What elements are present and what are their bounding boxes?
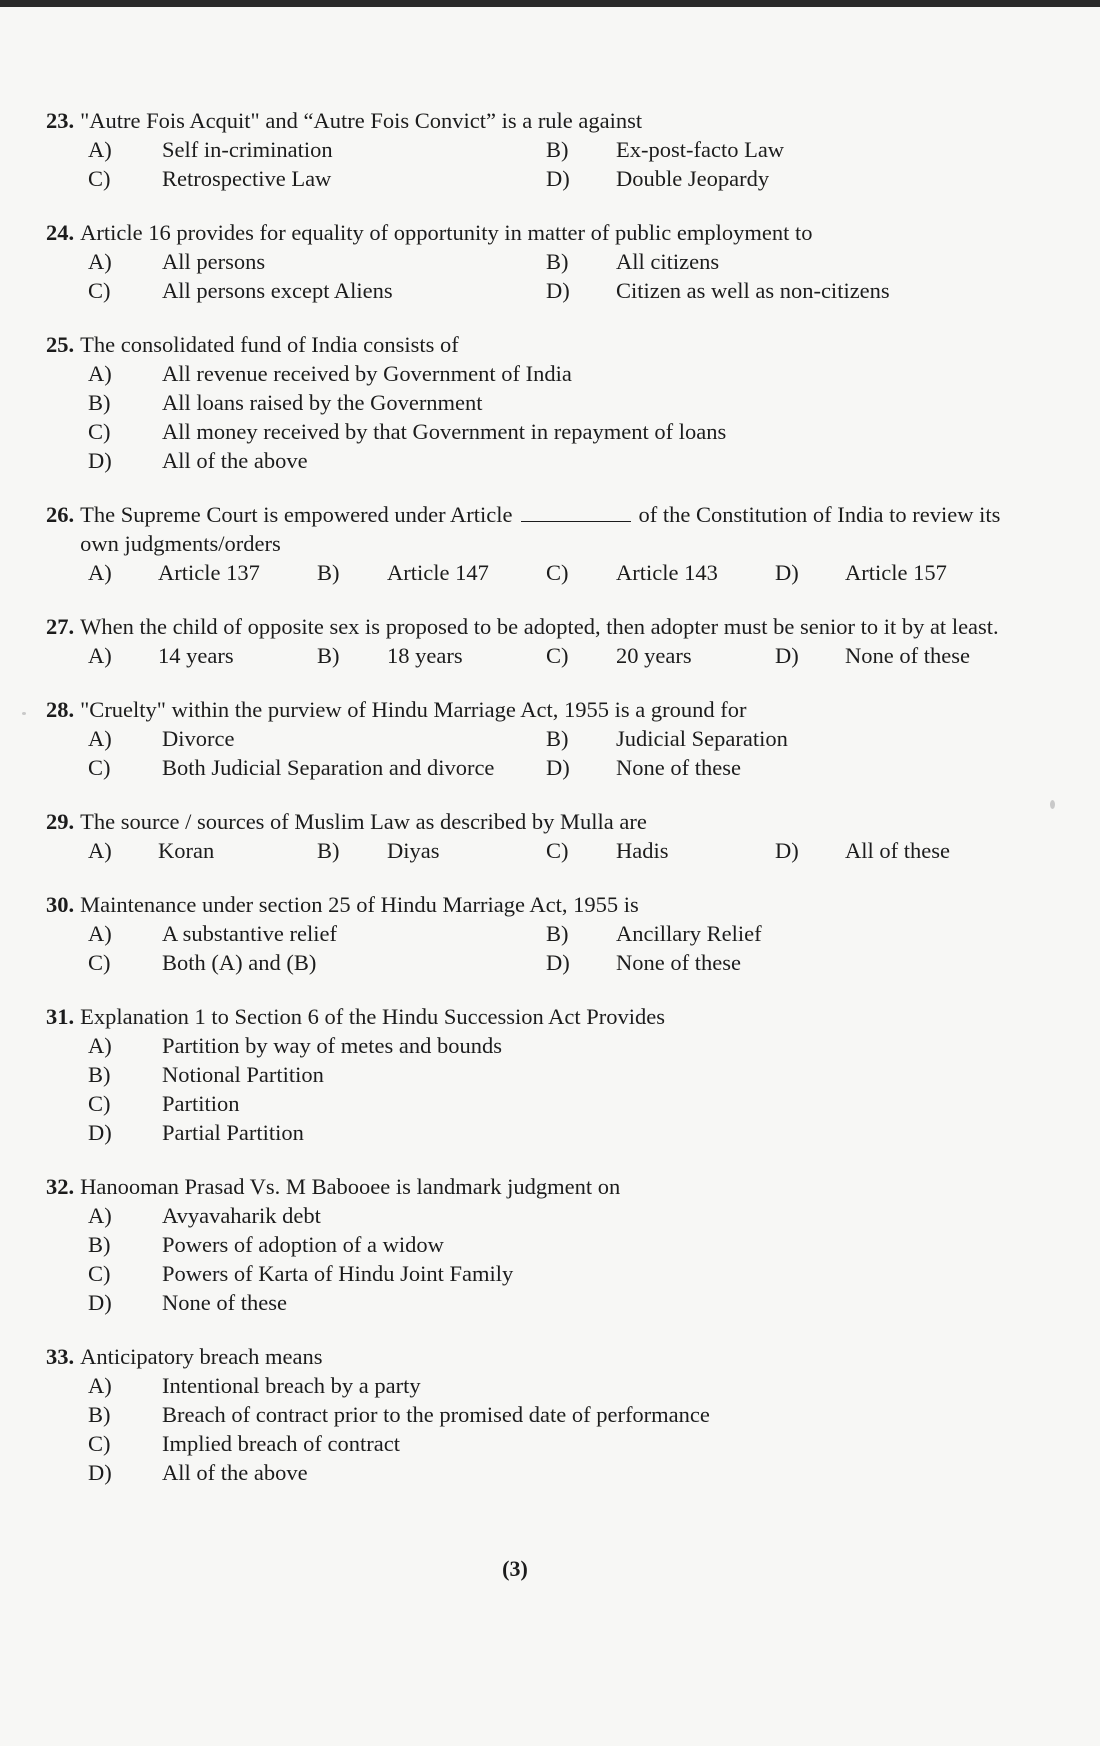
answer-option <box>88 276 546 305</box>
option-text: Powers of adoption of a widow <box>162 1232 444 1257</box>
option-text: Double Jeopardy <box>616 166 770 191</box>
answer-option <box>88 359 572 388</box>
option-row <box>88 1060 1004 1089</box>
answer-options <box>88 247 1004 305</box>
option-letter: C) <box>546 643 569 668</box>
option-text: Avyavaharik debt <box>162 1203 321 1228</box>
option-letter: A) <box>88 1373 112 1398</box>
question-text: When the child of opposite sex is proposed to be adopted, then adopter must be senior to it by at least. <box>80 614 999 639</box>
option-row <box>88 1031 1004 1060</box>
option-text: Article 147 <box>387 560 489 585</box>
option-letter: D) <box>546 166 570 191</box>
question-number: 24. <box>46 220 75 245</box>
option-text: All of the above <box>162 1460 308 1485</box>
answer-option <box>317 558 546 587</box>
option-row <box>88 276 1004 305</box>
answer-options <box>88 558 1004 587</box>
option-row <box>88 135 1004 164</box>
question-26 <box>46 500 1004 587</box>
question-stem <box>46 1342 1004 1371</box>
question-23 <box>46 106 1004 193</box>
option-letter: A) <box>88 643 112 668</box>
answer-option <box>88 1429 400 1458</box>
option-letter: B) <box>88 390 111 415</box>
answer-options <box>88 1031 1004 1147</box>
option-letter: C) <box>88 1431 111 1456</box>
option-letter: B) <box>546 726 569 751</box>
option-letter: A) <box>88 560 112 585</box>
question-stem <box>46 106 1004 135</box>
question-number: 27. <box>46 614 75 639</box>
answer-option <box>317 836 546 865</box>
option-row <box>88 388 1004 417</box>
answer-option <box>88 1400 710 1429</box>
option-text: All of these <box>845 838 950 863</box>
option-text: Diyas <box>387 838 440 863</box>
answer-option <box>546 919 1004 948</box>
option-letter: B) <box>546 137 569 162</box>
question-text: Explanation 1 to Section 6 of the Hindu Succession Act Provides <box>80 1004 666 1029</box>
question-number: 26. <box>46 502 75 527</box>
fill-in-blank <box>521 503 631 522</box>
answer-option <box>546 276 1004 305</box>
option-text: None of these <box>616 755 741 780</box>
page-number: (3) <box>502 1556 528 1581</box>
answer-option <box>88 1031 502 1060</box>
question-stem <box>46 1172 1004 1201</box>
option-text: All citizens <box>616 249 720 274</box>
option-letter: D) <box>775 560 799 585</box>
option-row <box>88 1371 1004 1400</box>
option-text: All persons except Aliens <box>162 278 393 303</box>
option-letter: B) <box>546 249 569 274</box>
option-text: Partition by way of metes and bounds <box>162 1033 502 1058</box>
option-letter: D) <box>546 755 570 780</box>
option-text: Ancillary Relief <box>616 921 762 946</box>
option-letter: D) <box>775 838 799 863</box>
option-text: Partial Partition <box>162 1120 304 1145</box>
option-row <box>88 247 1004 276</box>
option-letter: B) <box>317 560 340 585</box>
question-stem <box>46 807 1004 836</box>
question-27 <box>46 612 1004 670</box>
option-text: Both (A) and (B) <box>162 950 317 975</box>
option-row <box>88 1118 1004 1147</box>
question-text: The source / sources of Muslim Law as described by Mulla are <box>80 809 647 834</box>
answer-options <box>88 135 1004 193</box>
option-letter: A) <box>88 1203 112 1228</box>
option-row <box>88 641 1004 670</box>
option-row <box>88 1259 1004 1288</box>
option-letter: B) <box>88 1232 111 1257</box>
question-number: 30. <box>46 892 75 917</box>
option-text: Breach of contract prior to the promised date of performance <box>162 1402 710 1427</box>
option-letter: D) <box>546 950 570 975</box>
option-row <box>88 948 1004 977</box>
question-stem <box>46 890 1004 919</box>
option-text: Both Judicial Separation and divorce <box>162 755 495 780</box>
option-row <box>88 1400 1004 1429</box>
answer-options <box>88 724 1004 782</box>
option-letter: D) <box>88 1120 112 1145</box>
answer-option <box>546 135 1004 164</box>
option-text: 14 years <box>158 643 234 668</box>
answer-option <box>88 836 317 865</box>
option-text: None of these <box>162 1290 287 1315</box>
option-text: Judicial Separation <box>616 726 788 751</box>
answer-option <box>88 641 317 670</box>
question-text-after-blank: of the Constitution of India to review its own judgments/orders <box>80 502 1001 556</box>
option-text: Divorce <box>162 726 235 751</box>
option-row <box>88 1230 1004 1259</box>
option-row <box>88 164 1004 193</box>
option-letter: C) <box>88 950 111 975</box>
question-text: "Cruelty" within the purview of Hindu Marriage Act, 1955 is a ground for <box>80 697 747 722</box>
question-number: 32. <box>46 1174 75 1199</box>
question-number: 29. <box>46 809 75 834</box>
answer-option <box>775 641 1004 670</box>
option-letter: A) <box>88 137 112 162</box>
answer-option <box>546 836 775 865</box>
answer-option <box>775 836 1004 865</box>
option-text: Koran <box>158 838 215 863</box>
question-text: The consolidated fund of India consists of <box>80 332 459 357</box>
option-row <box>88 558 1004 587</box>
answer-option <box>88 558 317 587</box>
question-text: Hanooman Prasad Vs. M Babooee is landmark judgment on <box>80 1174 621 1199</box>
option-letter: A) <box>88 249 112 274</box>
option-text: Retrospective Law <box>162 166 332 191</box>
option-text: All money received by that Government in repayment of loans <box>162 419 727 444</box>
question-33 <box>46 1342 1004 1487</box>
answer-option <box>546 558 775 587</box>
answer-options <box>88 919 1004 977</box>
answer-option <box>88 388 483 417</box>
option-letter: C) <box>88 419 111 444</box>
option-text: 20 years <box>616 643 692 668</box>
option-text: Notional Partition <box>162 1062 324 1087</box>
option-letter: C) <box>546 560 569 585</box>
option-letter: C) <box>88 166 111 191</box>
answer-option <box>546 164 1004 193</box>
question-text: Maintenance under section 25 of Hindu Marriage Act, 1955 is <box>80 892 639 917</box>
question-29 <box>46 807 1004 865</box>
option-text: Partition <box>162 1091 240 1116</box>
option-text: A substantive relief <box>162 921 337 946</box>
option-letter: A) <box>88 838 112 863</box>
option-letter: B) <box>317 838 340 863</box>
option-row <box>88 919 1004 948</box>
answer-option <box>546 641 775 670</box>
answer-option <box>775 558 1004 587</box>
option-text: Intentional breach by a party <box>162 1373 421 1398</box>
question-30 <box>46 890 1004 977</box>
option-row <box>88 446 1004 475</box>
question-text <box>80 500 1004 558</box>
question-stem <box>46 330 1004 359</box>
option-letter: B) <box>88 1402 111 1427</box>
option-letter: D) <box>88 1460 112 1485</box>
option-text: All persons <box>162 249 266 274</box>
option-text: All loans raised by the Government <box>162 390 483 415</box>
option-row <box>88 836 1004 865</box>
option-row <box>88 1288 1004 1317</box>
question-stem <box>46 1002 1004 1031</box>
question-text: Anticipatory breach means <box>80 1344 323 1369</box>
answer-option <box>88 1458 308 1487</box>
question-text: "Autre Fois Acquit" and “Autre Fois Convict” is a rule against <box>80 108 643 133</box>
answer-option <box>88 1288 287 1317</box>
option-row <box>88 1089 1004 1118</box>
option-row <box>88 724 1004 753</box>
answer-option <box>546 724 1004 753</box>
question-28 <box>46 695 1004 782</box>
answer-options <box>88 641 1004 670</box>
option-letter: A) <box>88 1033 112 1058</box>
option-letter: D) <box>775 643 799 668</box>
question-number: 33. <box>46 1344 75 1369</box>
answer-option <box>88 417 726 446</box>
option-letter: D) <box>546 278 570 303</box>
answer-option <box>88 247 546 276</box>
question-text: Article 16 provides for equality of opportunity in matter of public employment to <box>80 220 813 245</box>
question-number: 25. <box>46 332 75 357</box>
answer-option <box>88 1089 240 1118</box>
answer-option <box>88 446 308 475</box>
question-number: 23. <box>46 108 75 133</box>
answer-option <box>88 948 546 977</box>
question-stem <box>46 500 1004 558</box>
option-text: Powers of Karta of Hindu Joint Family <box>162 1261 514 1286</box>
question-32 <box>46 1172 1004 1317</box>
option-row <box>88 1429 1004 1458</box>
answer-option <box>88 135 546 164</box>
option-text: Implied breach of contract <box>162 1431 401 1456</box>
answer-option <box>546 753 1004 782</box>
option-letter: C) <box>88 1091 111 1116</box>
question-stem <box>46 695 1004 724</box>
option-row <box>88 359 1004 388</box>
answer-option <box>317 641 546 670</box>
answer-option <box>88 1060 324 1089</box>
question-number: 28. <box>46 697 75 722</box>
answer-options <box>88 1201 1004 1317</box>
option-row <box>88 1458 1004 1487</box>
option-letter: A) <box>88 726 112 751</box>
answer-option <box>88 1230 444 1259</box>
option-letter: D) <box>88 448 112 473</box>
option-text: Article 143 <box>616 560 718 585</box>
option-text: All revenue received by Government of India <box>162 361 572 386</box>
option-letter: B) <box>317 643 340 668</box>
answer-option <box>88 753 546 782</box>
option-letter: C) <box>88 755 111 780</box>
answer-options <box>88 359 1004 475</box>
option-row <box>88 753 1004 782</box>
answer-option <box>88 724 546 753</box>
option-letter: C) <box>88 278 111 303</box>
answer-options <box>88 836 1004 865</box>
option-text: All of the above <box>162 448 308 473</box>
option-letter: B) <box>88 1062 111 1087</box>
question-text-before-blank: The Supreme Court is empowered under Article <box>80 502 513 527</box>
answer-option <box>546 247 1004 276</box>
option-letter: A) <box>88 361 112 386</box>
option-text: None of these <box>616 950 741 975</box>
question-stem <box>46 218 1004 247</box>
option-text: None of these <box>845 643 970 668</box>
question-25 <box>46 330 1004 475</box>
option-text: Hadis <box>616 838 669 863</box>
option-text: 18 years <box>387 643 463 668</box>
answer-options <box>88 1371 1004 1487</box>
option-text: Article 137 <box>158 560 260 585</box>
question-24 <box>46 218 1004 305</box>
question-31 <box>46 1002 1004 1147</box>
option-letter: C) <box>88 1261 111 1286</box>
option-letter: A) <box>88 921 112 946</box>
option-text: Citizen as well as non-citizens <box>616 278 890 303</box>
option-row <box>88 1201 1004 1230</box>
answer-option <box>88 1259 513 1288</box>
answer-option <box>88 164 546 193</box>
answer-option <box>88 919 546 948</box>
option-letter: C) <box>546 838 569 863</box>
option-letter: B) <box>546 921 569 946</box>
option-letter: D) <box>88 1290 112 1315</box>
option-row <box>88 417 1004 446</box>
option-text: Self in-crimination <box>162 137 333 162</box>
answer-option <box>88 1371 421 1400</box>
answer-option <box>88 1201 321 1230</box>
answer-option <box>546 948 1004 977</box>
question-stem <box>46 612 1004 641</box>
option-text: Article 157 <box>845 560 947 585</box>
answer-option <box>88 1118 304 1147</box>
question-number: 31. <box>46 1004 75 1029</box>
option-text: Ex-post-facto Law <box>616 137 785 162</box>
